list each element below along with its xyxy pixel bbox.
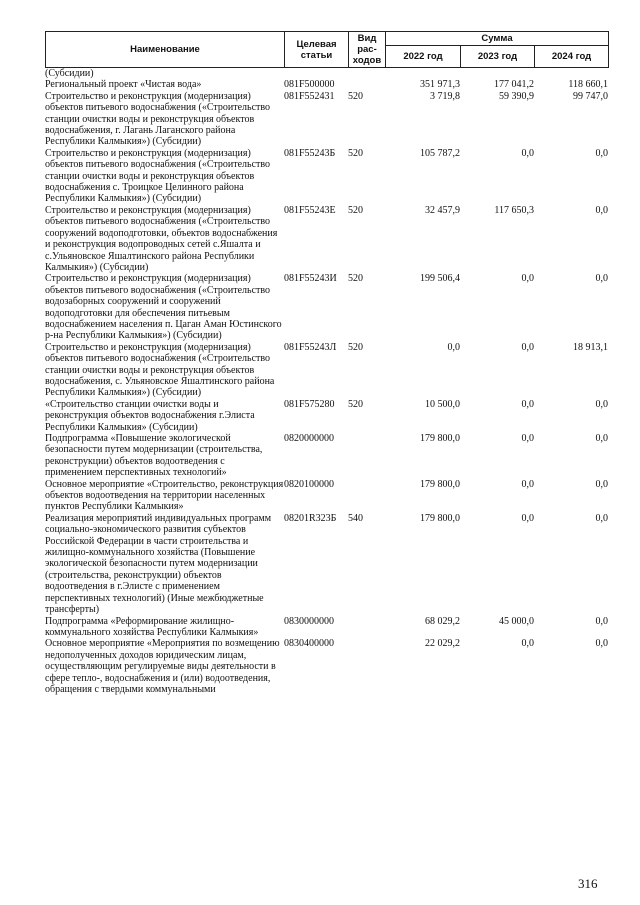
cell-code: 0830000000 [284, 615, 334, 627]
cell-name: Строительство и реконструкция (модернизация) объектов питьевого водоснабжения («Строительство станции очистки воды и реконструкция объектов водоснабжения с. Троицкое Целинного района Республики Калмыкия») (Субсидии) [45, 147, 271, 205]
table-row [45, 342, 608, 399]
cell-v2023 [460, 68, 534, 79]
cell-vid: 520 [348, 147, 363, 159]
cell-name: Реализация мероприятий индивидуальных программ социально-экономического развития субъектов Российской Федерации в части строительства и жилищно-коммунального хозяйства (Повышение экологической безопасности путем модернизации (строительства, реконструкции) объектов водоотведения в г.Элисте с применением перспективных технологий) (Иные межбюджетные трансферты) [45, 512, 272, 616]
table-row [45, 513, 608, 616]
cell-vid [348, 68, 385, 79]
cell-v2023: 0,0 [521, 433, 534, 444]
cell-code: 081F55243Е [284, 204, 336, 216]
table-row [45, 79, 608, 90]
budget-table [45, 68, 608, 695]
cell-code: 081F55243Л [284, 341, 337, 353]
cell-code: 08201R323Б [284, 512, 337, 524]
cell-v2023: 0,0 [521, 147, 534, 159]
cell-code: 081F575280 [284, 398, 335, 410]
cell-code: 0820000000 [284, 433, 334, 444]
table-row [45, 68, 608, 79]
cell-v2022: 199 506,4 [420, 273, 460, 285]
cell-v2022: 179 800,0 [420, 478, 460, 490]
cell-v2024: 0,0 [595, 204, 608, 216]
table-row [45, 638, 608, 695]
cell-v2024: 99 747,0 [573, 90, 608, 102]
cell-name: «Строительство станции очистки воды и реконструкция объектов водоснабжения г.Элиста Республики Калмыкия» (Субсидии) [45, 398, 255, 433]
cell-v2022: 3 719,8 [430, 90, 460, 102]
cell-v2024: 118 660,1 [568, 79, 608, 91]
cell-name: Строительство и реконструкция (модернизация) объектов питьевого водоснабжения («Строительство станции очистки воды и реконструкция объектов водоснабжения, г. Лагань Лаганского района Республики Калмыкия») (Субсидии) [45, 90, 271, 148]
header-name: Наименование [46, 32, 285, 68]
cell-v2022: 351 971,3 [420, 79, 460, 91]
cell-v2023: 0,0 [521, 398, 534, 410]
cell-v2022: 105 787,2 [420, 147, 460, 159]
cell-code: 081F552431 [284, 90, 335, 102]
cell-vid [348, 479, 385, 513]
table-row [45, 433, 608, 479]
table-row [45, 616, 608, 639]
cell-name: Подпрограмма «Реформирование жилищно-коммунального хозяйства Республики Калмыкия» [45, 615, 259, 638]
cell-v2024: 18 913,1 [573, 341, 608, 353]
cell-name: Основное мероприятие «Мероприятия по возмещению недополученных доходов юридическим лицам, осуществляющим регулируемые виды деятельности в сфере тепло-, водоснабжения и (или) водоотведения, обращения с твердыми коммунальными [45, 638, 280, 695]
cell-v2023: 177 041,2 [494, 79, 534, 91]
cell-name: (Субсидии) [45, 68, 94, 79]
cell-v2024: 0,0 [595, 147, 608, 159]
table-row [45, 479, 608, 513]
cell-code: 0820100000 [284, 478, 334, 490]
cell-v2022 [385, 68, 460, 79]
cell-v2022: 10 500,0 [425, 398, 460, 410]
cell-v2022: 32 457,9 [425, 204, 460, 216]
table-row [45, 148, 608, 205]
cell-v2024: 0,0 [595, 273, 608, 285]
header-target: Целевая статьи [285, 32, 349, 68]
header-2024: 2024 год [535, 46, 609, 68]
cell-vid: 520 [348, 90, 363, 102]
header-2022: 2022 год [386, 46, 461, 68]
table-row [45, 273, 608, 341]
cell-v2023: 0,0 [521, 512, 534, 524]
cell-code: 0830400000 [284, 638, 334, 650]
cell-code: 081F55243Б [284, 147, 336, 159]
cell-v2022: 0,0 [447, 341, 460, 353]
cell-v2023: 0,0 [521, 478, 534, 490]
cell-vid [348, 638, 385, 695]
cell-name: Строительство и реконструкция (модернизация) объектов питьевого водоснабжения («Строительство водозаборных сооружений и сооружений водоподготовки для обеспечения питьевым водоснабжением населения п. Цаган Аман Юстинского р-на Республики Калмыкия») (Субсидии) [45, 273, 282, 342]
cell-v2024: 0,0 [595, 478, 608, 490]
cell-v2022: 179 800,0 [420, 512, 460, 524]
cell-v2022: 68 029,2 [425, 615, 460, 627]
cell-vid: 520 [348, 273, 363, 285]
header-summa: Сумма [386, 32, 609, 46]
cell-v2024: 0,0 [595, 433, 608, 444]
cell-v2023: 117 650,3 [494, 204, 534, 216]
cell-v2022: 22 029,2 [425, 638, 460, 650]
cell-v2023: 59 390,9 [499, 90, 534, 102]
header-2023: 2023 год [461, 46, 535, 68]
cell-name: Региональный проект «Чистая вода» [45, 79, 202, 91]
cell-name: Подпрограмма «Повышение экологической безопасности путем модернизации (строительства, реконструкции) объектов водоотведения с применением перспективных технологий» [45, 433, 263, 479]
cell-code: 081F500000 [284, 79, 335, 91]
cell-vid: 520 [348, 204, 363, 216]
cell-name: Строительство и реконструкция (модернизация) объектов питьевого водоснабжения («Строительство станции очистки воды и реконструкция объектов водоснабжения, с. Ульяновское Яшалтинского района Республики Калмыкия») (Субсидии) [45, 341, 275, 399]
header-vid: Вид рас-ходов [349, 32, 386, 68]
cell-v2023: 0,0 [521, 341, 534, 353]
cell-v2024: 0,0 [595, 638, 608, 650]
cell-vid: 520 [348, 398, 363, 410]
cell-vid: 520 [348, 341, 363, 353]
cell-vid: 540 [348, 512, 363, 524]
cell-code: 081F55243И [284, 273, 337, 285]
cell-v2024: 0,0 [595, 398, 608, 410]
table-row [45, 399, 608, 433]
table-row [45, 91, 608, 148]
cell-code [284, 68, 348, 79]
cell-v2024: 0,0 [595, 615, 608, 627]
cell-v2022: 179 800,0 [420, 433, 460, 444]
cell-name: Строительство и реконструкция (модернизация) объектов питьевого водоснабжения («Строительство сооружений водоподготовки, объектов водоснабжения и реконструкция водопроводных сетей с.Яшалта и с.Ульяновское Яшалтинского района Республики Калмыкия») (Субсидии) [45, 204, 278, 273]
cell-v2024: 0,0 [595, 512, 608, 524]
cell-v2024 [534, 68, 608, 79]
cell-vid [348, 616, 385, 639]
cell-v2023: 0,0 [521, 638, 534, 650]
table-header [45, 31, 609, 68]
cell-v2023: 45 000,0 [499, 615, 534, 627]
cell-v2023: 0,0 [521, 273, 534, 285]
table-row [45, 205, 608, 273]
cell-vid [348, 433, 385, 479]
page-number: 316 [578, 876, 598, 891]
cell-name: Основное мероприятие «Строительство, реконструкция объектов водоотведения на территории населенных пунктов Республики Калмыкия» [45, 478, 284, 513]
cell-vid [348, 79, 385, 90]
